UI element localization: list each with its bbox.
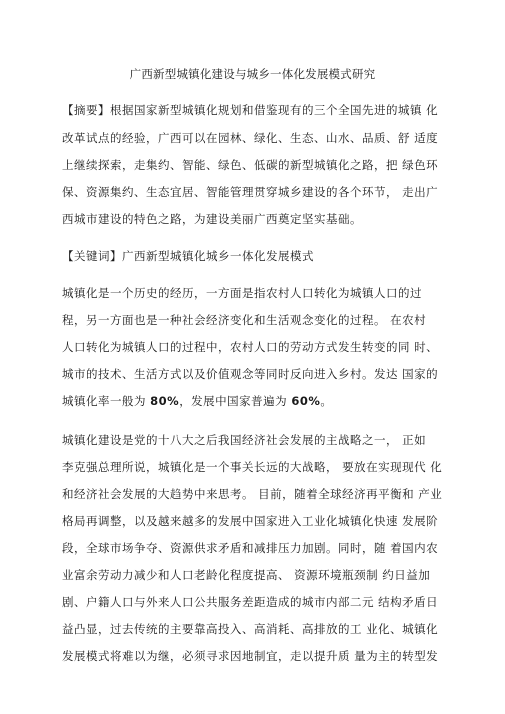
paragraph-line: 业富余劳动力减少和人口老龄化程度提高、 资源环境瓶颈制 约日益加 (62, 568, 431, 582)
paragraph-line: 和经济社会发展的大趋势中来思考。 目前，随着全球经济再平衡和 产业 (62, 487, 443, 501)
paragraph-line: 李克强总理所说，城镇化是一个事关长远的大战略， 要放在实现现代 化 (62, 460, 443, 474)
text-segment: 。 (320, 394, 333, 408)
abstract-line: 保、资源集约、生态宜居、智能管理贯穿城乡建设的各个环节， 走出广 (62, 185, 439, 199)
paragraph-line: 益凸显，过去传统的主要靠高投入、高消耗、高排放的工 业化、城镇化 (62, 622, 439, 636)
paragraph-line: 城市的技术、生活方式以及价值观念等同时反向进入乡村。发达 国家的 (62, 367, 439, 381)
paragraph-line: 城镇化是一个历史的经历，一方面是指农村人口转化为城镇人口的过 (62, 286, 422, 300)
abstract-line: 上继续探索，走集约、智能、绿色、低碳的新型城镇化之路，把 绿色环 (62, 158, 439, 172)
percentage-value: 60% (291, 394, 321, 408)
paragraph-line: 城镇化建设是党的十八大之后我国经济社会发展的主战略之一， 正如 (62, 433, 427, 447)
document-title: 广西新型城镇化建设与城乡一体化发展模式研究 (129, 67, 376, 81)
paragraph-line: 格局再调整，以及越来越多的发展中国家进入工业化城镇化快速 发展阶 (62, 514, 439, 528)
paragraph-line: 剧、户籍人口与外来人口公共服务差距造成的城市内部二元 结构矛盾日 (62, 595, 439, 609)
abstract-line: 【摘要】根据国家新型城镇化规划和借鉴现有的三个全国先进的城镇 化 (62, 103, 439, 117)
paragraph-line: 程，另一方面也是一种社会经济变化和生活观念变化的过程。 在农村 (62, 313, 427, 327)
paragraph-line (62, 393, 332, 409)
paragraph-line: 段，全球市场争夺、资源供求矛盾和减排压力加剧。同时，随 着国内农 (62, 541, 439, 555)
paragraph-line: 发展模式将难以为继，必须寻求因地制宜，走以提升质 量为主的转型发 (62, 649, 439, 663)
abstract-line: 改革试点的经验，广西可以在园林、绿化、生态、山水、品质、舒 适度 (62, 131, 439, 145)
text-segment: ，发展中国家普遍为 (179, 394, 292, 408)
percentage-value: 80% (150, 394, 180, 408)
text-segment: 城镇化率一般为 (62, 394, 151, 408)
paragraph-line: 人口转化为城镇人口的过程中，农村人口的劳动方式发生转变的同 时、 (62, 340, 439, 354)
keywords-line: 【关键词】广西新型城镇化城乡一体化发展模式 (62, 249, 314, 263)
abstract-line: 西城市建设的特色之路，为建设美丽广西奠定坚实基础。 (62, 212, 362, 226)
